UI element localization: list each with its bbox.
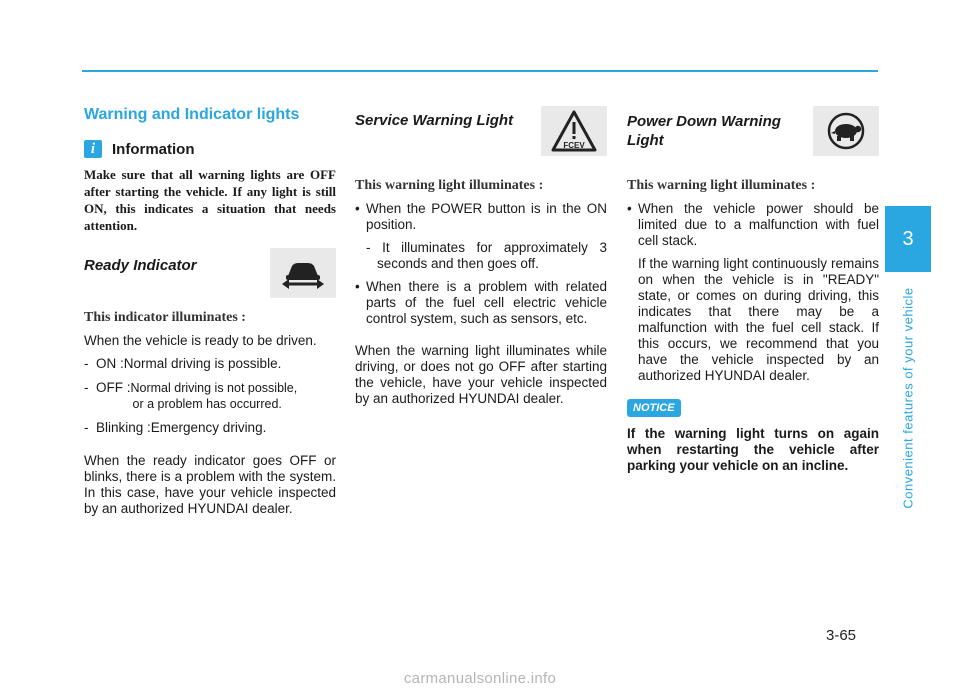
information-text: Make sure that all warning lights are OFF after starting the vehicle. If any light is still ON, this indicates a situation that needs attention.: [84, 167, 336, 233]
page-number: 3-65: [826, 627, 857, 644]
ready-description: When the vehicle is ready to be driven.: [84, 333, 317, 348]
list-item: - Blinking : Emergency driving.: [84, 420, 267, 435]
ready-state-list: [84, 356, 336, 436]
information-header: [84, 140, 336, 158]
information-label: Information: [112, 140, 195, 158]
ready-closing-text: When the ready indicator goes OFF or blinks, there is a problem with the system. In this case, have your vehicle inspected by an authorized HYUNDAI dealer.: [84, 453, 336, 516]
ready-indicator-title: Ready Indicator: [84, 257, 197, 274]
left-column: [84, 106, 336, 517]
service-bullet-2: • When there is a problem with related parts of the fuel cell electric vehicle control system, such as sensors, etc.: [355, 279, 607, 327]
service-bullet-1: • When the POWER button is in the ON position.: [355, 201, 607, 233]
middle-column: [355, 106, 607, 407]
service-warning-header: [355, 106, 607, 156]
chapter-title: Convenient features of your vehicle: [900, 287, 916, 509]
service-sub-item: - It illuminates for approximately 3 seconds and then goes off.: [366, 240, 607, 271]
service-illuminates-lead: This warning light illuminates :: [355, 178, 544, 193]
power-down-header: [627, 106, 879, 156]
right-column: [627, 106, 879, 474]
notice-badge: NOTICE: [627, 399, 681, 417]
notice-text: If the warning light turns on again when restarting the vehicle after parking your vehicle on an incline.: [627, 426, 879, 473]
ready-illuminates-lead: This indicator illuminates :: [84, 310, 246, 325]
top-rule: [82, 70, 878, 72]
ready-indicator-header: [84, 254, 336, 298]
power-down-illuminates-lead: This warning light illuminates :: [627, 178, 816, 193]
turtle-icon: [813, 106, 879, 156]
power-down-bullet-continuation: If the warning light continuously remains on when the vehicle is in "READY" state, or comes on during driving, this indicates that there may be a malfunction with the fuel cell stack. If this occurs, we recommend that you have the vehicle inspected by an authorized HYUNDAI dealer.: [638, 256, 879, 383]
fcev-icon-text: FCEV: [563, 141, 585, 150]
power-down-bullet: • When the vehicle power should be limited due to a malfunction with fuel cell stack.: [627, 201, 879, 249]
list-item: - OFF : Normal driving is not possible, or a problem has occurred.: [84, 380, 298, 411]
notice-row: [627, 398, 879, 417]
ready-car-arrows-icon: [270, 248, 336, 298]
list-item: - ON : Normal driving is possible.: [84, 356, 282, 371]
power-down-title: Power Down Warning Light: [627, 113, 781, 149]
watermark: carmanualsonline.info: [403, 670, 557, 687]
info-icon: i: [84, 140, 102, 158]
service-warning-title: Service Warning Light: [355, 112, 514, 129]
section-title: Warning and Indicator lights: [84, 106, 300, 123]
fcev-warning-icon: [541, 106, 607, 156]
chapter-tab: 3: [885, 206, 931, 272]
service-closing-text: When the warning light illuminates while driving, or does not go OFF after starting the vehicle, have your vehicle inspected by an authorized HYUNDAI dealer.: [355, 343, 607, 406]
